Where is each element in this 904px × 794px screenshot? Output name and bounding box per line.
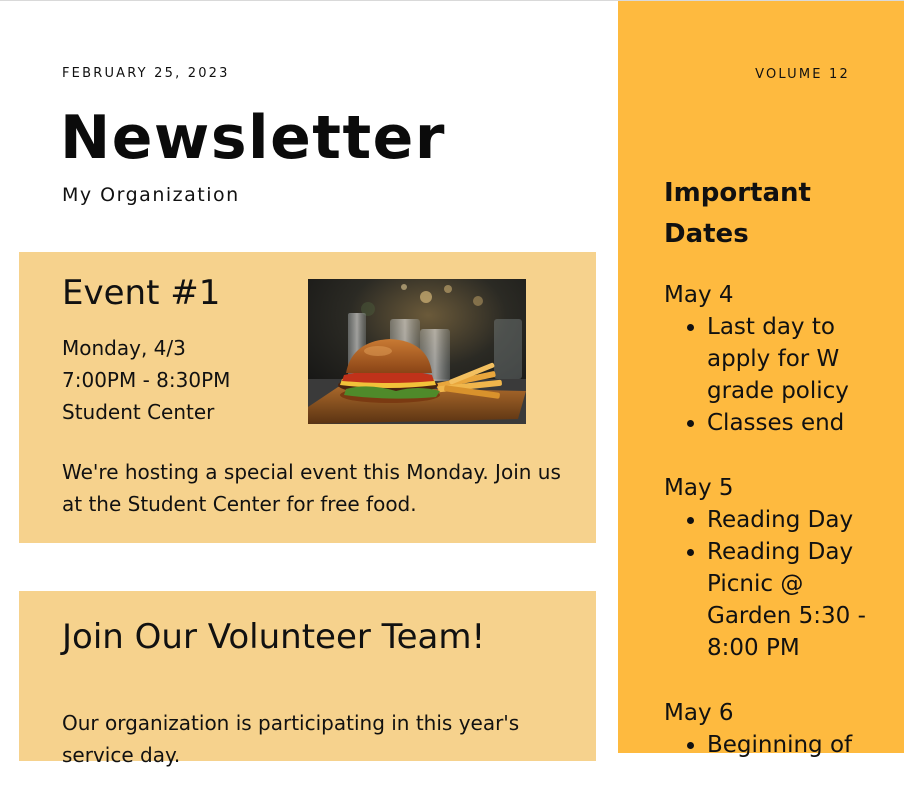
date-label: May 4	[664, 282, 734, 308]
event-description: We're hosting a special event this Monday. Join us at the Student Center for free food.	[62, 460, 561, 516]
event-day: Monday, 4/3	[62, 336, 186, 360]
date-items	[664, 311, 894, 439]
important-dates-sidebar	[618, 1, 904, 758]
volunteer-text: Our organization is participating in this year's service day.	[62, 711, 520, 767]
date-item: • Reading Day	[707, 504, 894, 536]
event-card	[19, 252, 596, 543]
date-item: • Reading Day Picnic @ Garden 5:30 - 8:00 PM	[707, 536, 894, 664]
date-item: • Classes end	[707, 407, 894, 439]
date-item: • Beginning of	[707, 729, 894, 761]
date-group	[664, 279, 894, 439]
newsletter-title: Newsletter	[60, 103, 446, 173]
date-groups	[664, 279, 894, 794]
date-label: May 6	[664, 700, 734, 726]
date-item: • Last day to apply for W grade policy	[707, 311, 894, 407]
burger-and-fries-photo	[308, 279, 526, 424]
newsletter-date: FEBRUARY 25, 2023	[62, 66, 230, 81]
date-label: May 5	[664, 475, 734, 501]
event-details	[62, 332, 230, 428]
date-items	[664, 729, 894, 761]
event-time: 7:00PM - 8:30PM	[62, 368, 231, 392]
volunteer-title: Join Our Volunteer Team!	[62, 617, 486, 657]
date-group	[664, 472, 894, 664]
date-items	[664, 504, 894, 664]
important-dates-heading: Important Dates	[664, 178, 811, 249]
volunteer-card	[19, 591, 596, 767]
organization-name: My Organization	[62, 184, 240, 206]
date-group	[664, 697, 894, 761]
event-title: Event #1	[62, 273, 221, 313]
event-location: Student Center	[62, 400, 215, 424]
volume-label: VOLUME 12	[755, 67, 850, 82]
